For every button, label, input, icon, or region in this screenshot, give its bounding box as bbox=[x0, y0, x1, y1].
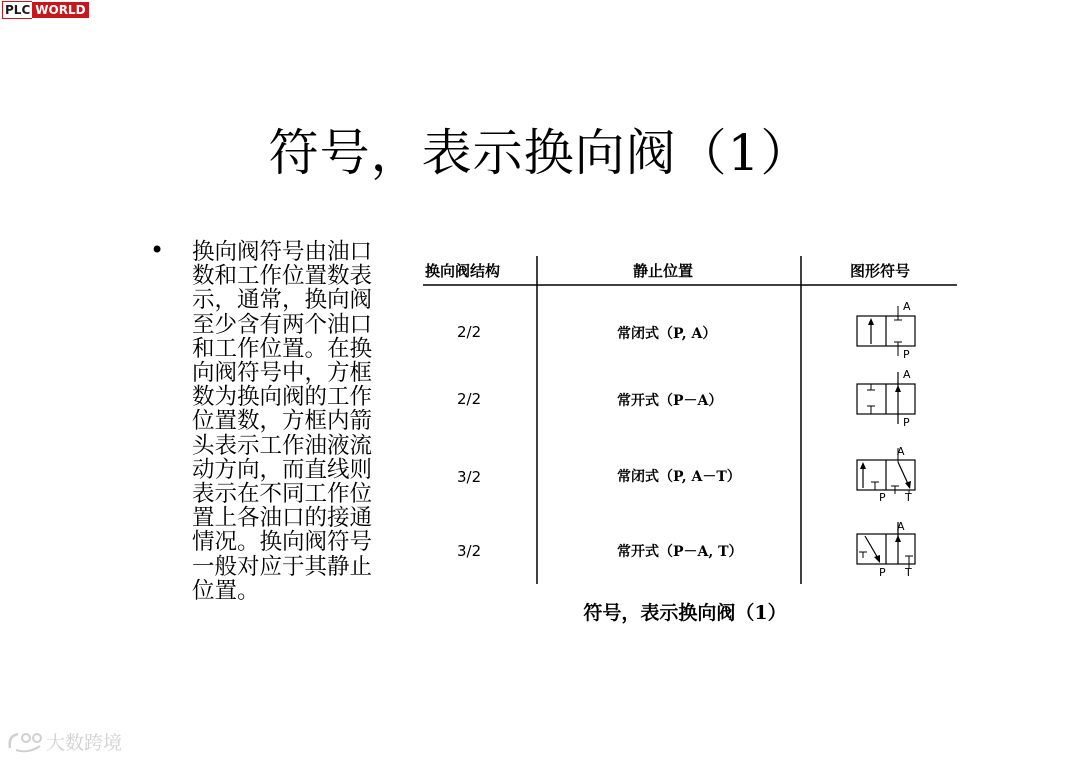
valve-symbol-2-2-no bbox=[853, 368, 923, 428]
row2-state: 常开式（P－A） bbox=[617, 393, 723, 409]
row3-port-p: P bbox=[879, 491, 886, 504]
row2-ratio: 2/2 bbox=[457, 390, 482, 408]
row2-port-a: A bbox=[903, 368, 911, 381]
valve-symbol-2-2-nc bbox=[853, 300, 923, 360]
header-rest-position: 静止位置 bbox=[633, 262, 694, 280]
header-structure: 换向阀结构 bbox=[425, 262, 501, 280]
bullet-dot: • bbox=[150, 236, 165, 264]
row3-port-t: T bbox=[905, 491, 912, 504]
row4-port-p: P bbox=[879, 566, 886, 579]
row3-ratio: 3/2 bbox=[457, 468, 482, 486]
watermark-text: 大数跨境 bbox=[46, 732, 123, 754]
header-graphic-symbol: 图形符号 bbox=[850, 262, 911, 280]
row1-port-p: P bbox=[903, 348, 910, 361]
row3-state: 常闭式（P, A－T） bbox=[617, 469, 741, 485]
watermark bbox=[6, 728, 122, 755]
valve-symbol-3-2-no bbox=[853, 518, 923, 578]
logo-plc-text: PLC bbox=[2, 1, 32, 19]
logo-world-text: WORLD bbox=[32, 2, 88, 18]
bullet-text: 换向阀符号由油口数和工作位置数表示，通常，换向阀至少含有两个油口和工作位置。在换向阀符号中，方框数为换向阀的工作位置数，方框内箭头表示工作油液流动方向，而直线则表示在不同工作位置上各油口的接通情况。换向阀符号一般对应于其静止位置。 bbox=[192, 239, 373, 604]
valve-symbol-figure bbox=[405, 238, 965, 630]
watermark-logo-icon bbox=[6, 730, 46, 754]
row1-state: 常闭式（P, A） bbox=[617, 326, 717, 342]
row4-port-a: A bbox=[897, 520, 905, 533]
slide-title: 符号，表示换向阀（1） bbox=[268, 124, 812, 182]
row3-port-a: A bbox=[897, 445, 905, 458]
row4-ratio: 3/2 bbox=[457, 542, 482, 560]
row2-port-p: P bbox=[903, 416, 910, 429]
valve-symbol-3-2-nc bbox=[853, 444, 923, 504]
row1-ratio: 2/2 bbox=[457, 323, 482, 341]
row4-port-t: T bbox=[905, 566, 912, 579]
row4-state: 常开式（P－A, T） bbox=[617, 544, 743, 560]
row1-port-a: A bbox=[903, 300, 911, 313]
figure-caption: 符号，表示换向阀（1） bbox=[583, 602, 787, 624]
plc-world-logo bbox=[2, 2, 89, 18]
